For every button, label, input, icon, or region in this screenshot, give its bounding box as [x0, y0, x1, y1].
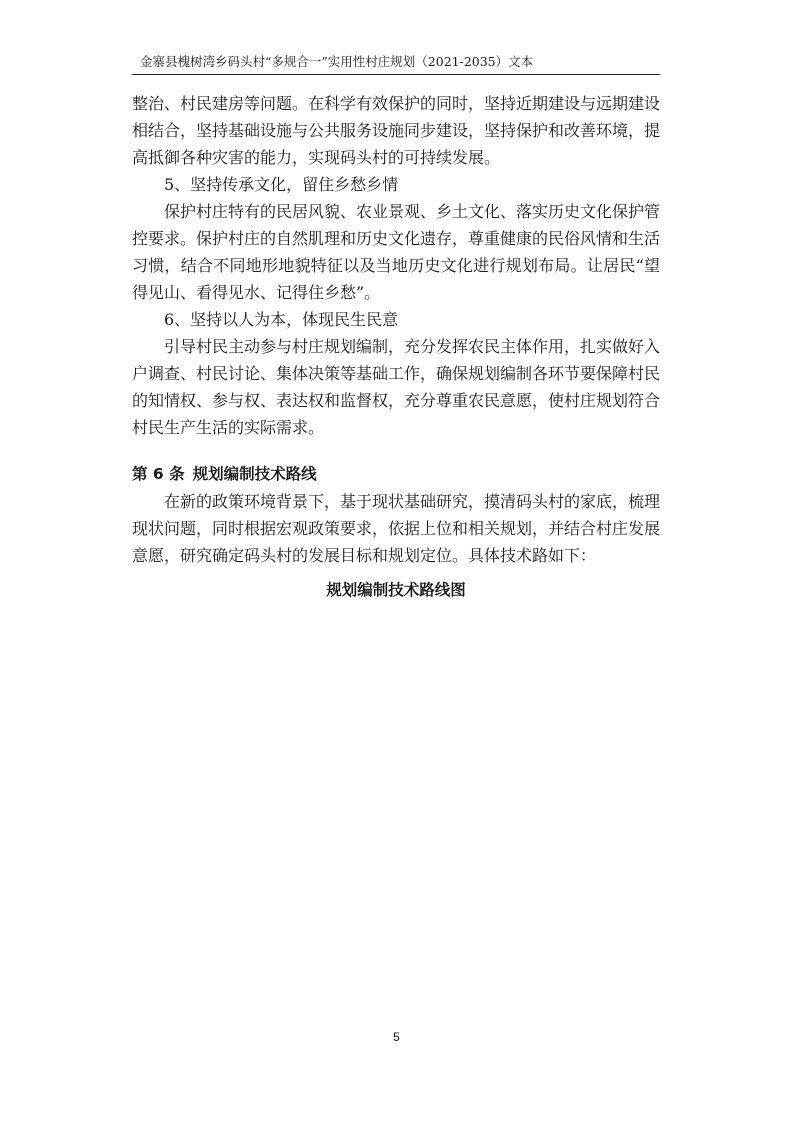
section-6-body: 在新的政策环境背景下，基于现状基础研究，摸清码头村的家底，梳理现状问题，同时根据宏观政策要求，依据上位和相关规划，并结合村庄发展意愿，研究确定码头村的发展目标和规划定位。具体技术路如下：	[132, 492, 661, 565]
section-6-number: 第 6 条	[132, 465, 185, 483]
item-6-body: 引导村民主动参与村庄规划编制，充分发挥农民主体作用，扎实做好入户调查、村民讨论、集体决策等基础工作，确保规划编制各环节要保障村民的知情权、参与权、表达权和监督权，充分尊重农民意愿，使村庄规划符合村民生产生活的实际需求。	[132, 337, 661, 437]
running-header: 金寨县槐树湾乡码头村“多规合一”实用性村庄规划（2021-2035）文本	[140, 54, 534, 69]
paragraph-continuation: 整治、村民建房等问题。在科学有效保护的同时，坚持近期建设与远期建设相结合，坚持基础设施与公共服务设施同步建设，坚持保护和改善环境，提高抵御各种灾害的能力，实现码头村的可持续发展。	[132, 94, 661, 167]
section-6-heading	[132, 461, 660, 488]
item-5-title: 5、坚持传承文化，留住乡愁乡情	[164, 175, 399, 194]
page-body	[132, 90, 660, 605]
header-divider	[132, 74, 660, 75]
figure-title: 规划编制技术路线图	[326, 581, 466, 599]
item-5-body: 保护村庄特有的民居风貌、农业景观、乡土文化、落实历史文化保护管控要求。保护村庄的自然肌理和历史文化遗存，尊重健康的民俗风情和生活习惯，结合不同地形地貌特征以及当地历史文化进行规划布局。让居民“望得见山、看得见水、记得住乡愁”。	[132, 202, 661, 302]
section-6-title: 规划编制技术路线	[192, 465, 317, 483]
item-6-title: 6、坚持以人为本，体现民生民意	[164, 310, 399, 329]
page-number: 5	[393, 1030, 400, 1044]
